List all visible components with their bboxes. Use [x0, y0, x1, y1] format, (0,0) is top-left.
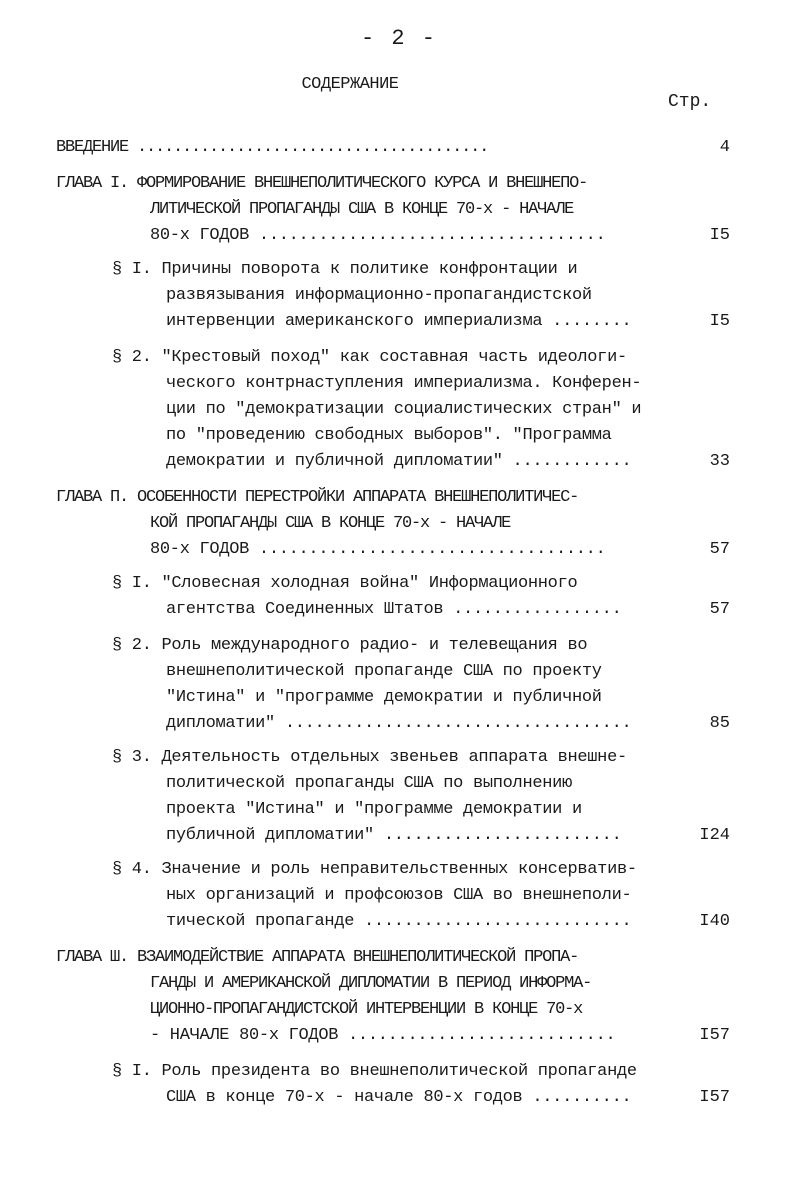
toc-line: 80-х ГОДОВ ................................... — [150, 540, 606, 559]
toc-page-number: I5 — [709, 226, 730, 245]
toc-line: ных организаций и профсоюзов США во внешнеполи- — [166, 886, 632, 905]
toc-line: § 4. Значение и роль неправительственных консерватив- — [112, 860, 637, 879]
toc-line: США в конце 70-х - начале 80-х годов .......... — [166, 1088, 632, 1107]
toc-line: ЦИОННО-ПРОПАГАНДИСТСКОЙ ИНТЕРВЕНЦИИ В КОНЦЕ 70-х — [150, 1000, 583, 1019]
page-title: СОДЕРЖАНИЕ — [301, 75, 399, 94]
toc-line: "Истина" и "программе демократии и публичной — [166, 688, 602, 707]
page-column-label: Стр. — [668, 92, 712, 112]
toc-line: § 3. Деятельность отдельных звеньев аппарата внешне- — [112, 748, 627, 767]
toc-line: - НАЧАЛЕ 80-х ГОДОВ ........................... — [150, 1026, 616, 1045]
toc-page-number: I5 — [709, 312, 730, 331]
toc-line: § 2. "Крестовый поход" как составная часть идеологи- — [112, 348, 627, 367]
toc-line: КОЙ ПРОПАГАНДЫ США В КОНЦЕ 70-х - НАЧАЛЕ — [150, 514, 511, 533]
toc-line: дипломатии" ................................... — [166, 714, 632, 733]
toc-line: агентства Соединенных Штатов ................. — [166, 600, 622, 619]
toc-line: тической пропаганде ........................... — [166, 912, 632, 931]
toc-line: ГЛАВА I. ФОРМИРОВАНИЕ ВНЕШНЕПОЛИТИЧЕСКОГО КУРСА И ВНЕШНЕПО- — [56, 174, 588, 193]
toc-line: ческого контрнаступления империализма. Конферен- — [166, 374, 642, 393]
toc-page-number: 4 — [719, 138, 730, 157]
toc-line: интервенции американского империализма ........ — [166, 312, 632, 331]
toc-page-number: I24 — [699, 826, 730, 845]
toc-line: ГЛАВА П. ОСОБЕННОСТИ ПЕРЕСТРОЙКИ АППАРАТА ВНЕШНЕПОЛИТИЧЕС- — [56, 488, 579, 507]
toc-line: § I. Причины поворота к политике конфронтации и — [112, 260, 578, 279]
toc-page-number: 85 — [709, 714, 730, 733]
toc-line: ЛИТИЧЕСКОЙ ПРОПАГАНДЫ США В КОНЦЕ 70-х - НАЧАЛЕ — [150, 200, 574, 219]
toc-line: проекта "Истина" и "программе демократии и — [166, 800, 582, 819]
toc-line: демократии и публичной дипломатии" ............ — [166, 452, 632, 471]
toc-page-number: 57 — [709, 540, 730, 559]
page-number: - 2 - — [360, 26, 437, 51]
toc-line: 80-х ГОДОВ ................................... — [150, 226, 606, 245]
toc-line: § 2. Роль международного радио- и телевещания во — [112, 636, 588, 655]
toc-line: публичной дипломатии" ........................ — [166, 826, 622, 845]
toc-page-number: I57 — [699, 1088, 730, 1107]
toc-line: развязывания информационно-пропагандистской — [166, 286, 592, 305]
toc-page-number: 33 — [709, 452, 730, 471]
toc-line: § I. Роль президента во внешнеполитической пропаганде — [112, 1062, 637, 1081]
toc-page-number: 57 — [709, 600, 730, 619]
toc-line: по "проведению свободных выборов". "Программа — [166, 426, 612, 445]
toc-line: ГЛАВА Ш. ВЗАИМОДЕЙСТВИЕ АППАРАТА ВНЕШНЕПОЛИТИЧЕСКОЙ ПРОПА- — [56, 948, 579, 967]
toc-line: политической пропаганды США по выполнению — [166, 774, 572, 793]
toc-line: ВВЕДЕНИЕ ....................................... — [56, 138, 489, 157]
toc-line: внешнеполитической пропаганде США по проекту — [166, 662, 602, 681]
toc-page-number: I40 — [699, 912, 730, 931]
toc-line: § I. "Словесная холодная война" Информационного — [112, 574, 578, 593]
toc-line: ГАНДЫ И АМЕРИКАНСКОЙ ДИПЛОМАТИИ В ПЕРИОД ИНФОРМА- — [150, 974, 592, 993]
toc-line: ции по "демократизации социалистических стран" и — [166, 400, 642, 419]
toc-page-number: I57 — [699, 1026, 730, 1045]
